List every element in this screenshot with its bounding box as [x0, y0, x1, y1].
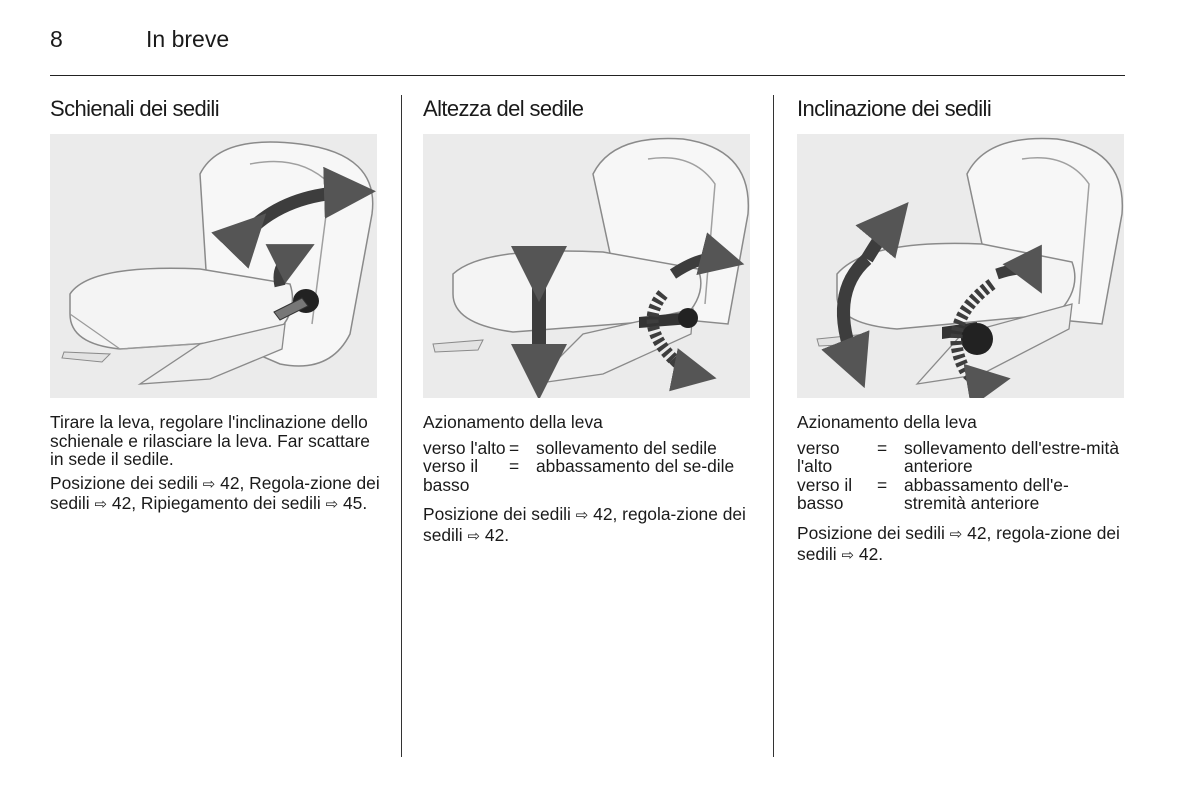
- ref-text: 42, Regola-zione dei sedili: [50, 472, 380, 514]
- ref-text: 45.: [338, 493, 368, 514]
- ref-text: Posizione dei sedili: [50, 472, 198, 493]
- column-body: [423, 413, 758, 552]
- ref-text: 42, regola-zione dei sedili: [423, 504, 746, 545]
- header-rule: [50, 75, 1125, 76]
- column-body: [797, 413, 1125, 570]
- seat-tilt-adjust-icon: [797, 134, 1124, 398]
- instruction-text: Tirare la leva, regolare l'inclinazione dello schienale e rilasciare la leva. Far scattare in sede il sedile.: [50, 412, 370, 470]
- column-body: [50, 413, 385, 520]
- column-title: Inclinazione dei sedili: [797, 96, 992, 121]
- ref-text: 42, Ripiegamento dei sedili: [107, 493, 321, 514]
- column-tilt: [797, 95, 1125, 564]
- arrow-reference-icon: ⇨: [467, 527, 481, 545]
- operation-table: [797, 439, 1125, 513]
- cross-reference: [797, 524, 1125, 565]
- table-row: [797, 476, 1125, 513]
- column-height: [423, 95, 758, 545]
- arrow-reference-icon: ⇨: [841, 546, 855, 564]
- row-key: verso il basso: [797, 474, 853, 514]
- arrow-reference-icon: ⇨: [325, 496, 339, 514]
- operation-title: Azionamento della leva: [423, 412, 603, 432]
- row-equals: =: [509, 437, 520, 458]
- table-row: [797, 439, 1125, 476]
- cross-reference: [423, 505, 758, 546]
- row-equals: =: [509, 456, 520, 477]
- ref-text: 42, regola-zione dei sedili: [797, 522, 1120, 564]
- row-value: sollevamento del sedile: [536, 437, 717, 458]
- table-row: [423, 457, 734, 494]
- table-row: [423, 439, 734, 458]
- row-equals: =: [877, 474, 888, 495]
- section-title: In breve: [146, 26, 230, 52]
- page-number: 8: [50, 26, 63, 52]
- row-key: verso l'alto: [423, 437, 506, 458]
- row-equals: =: [877, 437, 888, 458]
- arrow-reference-icon: ⇨: [949, 525, 963, 543]
- seat-backrest-adjust-icon: [50, 134, 377, 398]
- row-key: verso il basso: [423, 456, 479, 495]
- ref-text: 42.: [480, 524, 510, 545]
- ref-text: 42.: [854, 543, 884, 564]
- arrow-reference-icon: ⇨: [94, 496, 108, 514]
- ref-text: Posizione dei sedili: [797, 522, 945, 543]
- seat-height-adjust-icon: [423, 134, 750, 398]
- arrow-reference-icon: ⇨: [202, 475, 216, 493]
- ref-text: Posizione dei sedili: [423, 504, 571, 525]
- column-title: Schienali dei sedili: [50, 96, 219, 121]
- row-value: sollevamento dell'estre-mità anteriore: [904, 437, 1119, 477]
- column-backrest: [50, 95, 385, 514]
- operation-table: [423, 439, 734, 495]
- row-key: verso l'alto: [797, 437, 840, 477]
- row-value: abbassamento dell'e-stremità anteriore: [904, 474, 1069, 514]
- operation-title: Azionamento della leva: [797, 412, 977, 432]
- column-divider: [401, 95, 402, 757]
- arrow-reference-icon: ⇨: [575, 507, 589, 525]
- cross-reference: [50, 474, 385, 515]
- row-value: abbassamento del se-dile: [536, 456, 735, 477]
- column-divider: [773, 95, 774, 757]
- column-title: Altezza del sedile: [423, 96, 584, 121]
